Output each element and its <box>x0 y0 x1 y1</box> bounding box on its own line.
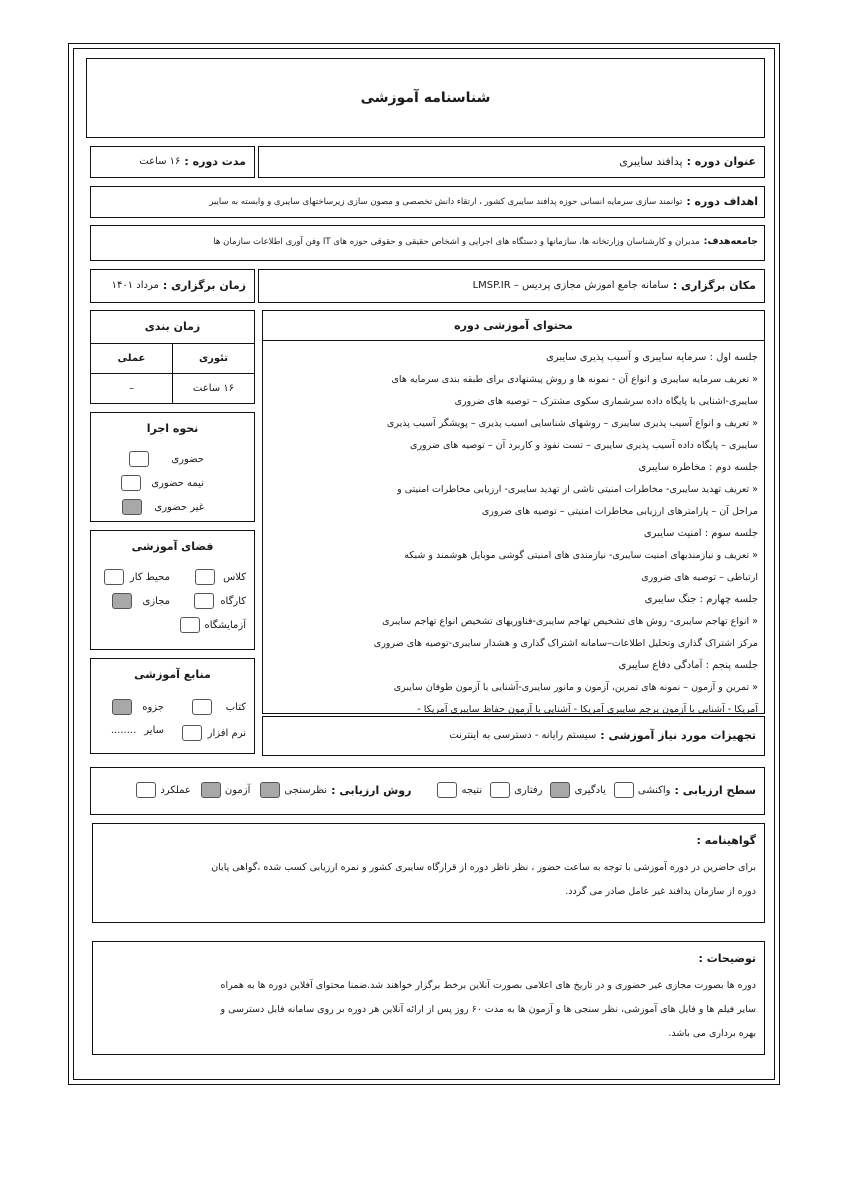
space-title: فضای آموزشی <box>131 540 214 553</box>
resource-option-label: کتاب <box>225 701 246 713</box>
course-title-box <box>258 146 765 178</box>
evaluation-method-label: روش ارزیابی : <box>331 783 412 797</box>
checkbox-icon[interactable] <box>136 782 156 798</box>
goals-box <box>90 186 765 218</box>
content-line: مراحل آن – پارامترهای ارزیابی مخاطرات امنیتی – توصیه های ضروری <box>481 506 758 517</box>
content-line: جلسه پنجم : آمادگی دفاع سایبری <box>618 660 758 671</box>
space-box <box>90 530 255 650</box>
notes-text <box>220 974 756 1046</box>
eval-level-option-label: یادگیری <box>574 784 606 796</box>
checkbox-icon[interactable] <box>129 451 149 467</box>
audience-label: جامعه‌هدف: <box>703 236 758 247</box>
resource-option-label: سایر <box>144 725 164 736</box>
checkbox-checked-icon[interactable] <box>260 782 280 798</box>
space-option-virtual[interactable] <box>112 593 170 609</box>
schedule-col-theory: تئوری <box>173 344 255 374</box>
checkbox-icon[interactable] <box>194 593 214 609</box>
content-line: « تعریف و انواع آسیب پذیری سایبری – روشهای شناسایی اسیب پذیری – پویشگر آسیب پذیری <box>386 418 758 429</box>
eval-level-option-label: نتیجه <box>461 784 483 796</box>
certificate-line: برای حاضرین در دوره آموزشی با توجه به ساعت حضور ، نظر ناظر دوره از قرارگاه سایبری کشور و نمره ارزیابی کسب شده ،گواهی پایان <box>211 862 756 873</box>
eval-level-option-label: واکنشی <box>637 784 671 796</box>
eval-level-option-label: رفتاری <box>514 784 543 796</box>
title-box <box>86 58 765 138</box>
resource-option-label: نرم افزار <box>207 727 246 739</box>
space-option-class[interactable] <box>195 569 246 585</box>
space-option-workplace[interactable] <box>104 569 170 585</box>
notes-line: بهره برداری می باشد. <box>668 1028 756 1039</box>
schedule-practice-value: – <box>91 374 173 404</box>
space-option-label: آزمایشگاه <box>204 619 246 631</box>
checkbox-icon[interactable] <box>437 782 457 798</box>
checkbox-icon[interactable] <box>490 782 510 798</box>
certificate-box <box>92 823 765 923</box>
audience-value: مدیران و کارشناسان وزارتخانه ها، سازمانها و دستگاه های اجرایی و اشخاص حقیقی و حقوقی حوزه های IT وفن آوری اطلاعات سازمان ها <box>213 236 700 247</box>
schedule-box <box>90 310 255 404</box>
method-title: نحوه اجرا <box>146 422 199 435</box>
checkbox-icon[interactable] <box>614 782 634 798</box>
content-line: سایبری – پایگاه داده آسیب پذیری سایبری – تست نفوذ و کاربرد آن – توصیه های ضروری <box>410 440 758 451</box>
content-line: « تعریف و نیازمندیهای امنیت سایبری- نیازمندی های امنیتی گوشی موبایل هوشمند و شبکه <box>404 550 758 561</box>
content-line: جلسه اول : سرمایه سایبری و آسیب پذیری سایبری <box>545 352 758 363</box>
venue-value: سامانه جامع اموزش مجازی پردیس – LMSP.IR <box>472 280 669 291</box>
checkbox-icon[interactable] <box>104 569 124 585</box>
resource-other-dots: ........ <box>110 725 137 736</box>
schedule-table <box>90 343 255 404</box>
evaluation-box <box>90 767 765 815</box>
checkbox-checked-icon[interactable] <box>112 593 132 609</box>
goals-value: توانمند سازی سرمایه انسانی حوزه پدافند سایبری کشور ، ارتقاء دانش تخصصی و مصون سازی زیرساختهای سایبری و وابسته به سایبر <box>209 196 683 207</box>
content-title: محتوای آموزشی دوره <box>454 319 573 332</box>
schedule-title: زمان بندی <box>144 320 201 333</box>
evaluation-row <box>136 782 756 798</box>
content-line: جلسه سوم : امنیت سایبری <box>643 528 758 539</box>
venue-box <box>258 269 765 303</box>
method-option-online[interactable] <box>122 499 204 515</box>
goals-label: اهداف دوره : <box>686 195 758 208</box>
time-value: مرداد ۱۴۰۱ <box>111 280 159 291</box>
method-option-label: نیمه حضوری <box>151 477 204 489</box>
checkbox-checked-icon[interactable] <box>550 782 570 798</box>
space-option-lab[interactable] <box>180 617 246 633</box>
content-line: « تمرین و آزمون – نمونه های تمرین، آزمون و مانور سایبری-آشنایی با آزمون طوفان سایبری <box>393 682 758 693</box>
equipment-box <box>262 716 765 756</box>
notes-title: توضیحات : <box>698 952 756 965</box>
method-box <box>90 412 255 522</box>
resource-option-book[interactable] <box>192 699 246 715</box>
method-option-label: حضوری <box>171 453 204 465</box>
resource-option-software[interactable] <box>182 725 246 741</box>
course-title-label: عنوان دوره : <box>686 155 756 168</box>
checkbox-icon[interactable] <box>180 617 200 633</box>
notes-line: سایر فیلم ها و فایل های آموزشی، نظر سنجی ها و آزمون ها به مدت ۶۰ روز پس از ارائه آنلاین هر دوره بر روی سامانه فابل دسترسی و <box>220 1004 756 1015</box>
equipment-value: سیستم رایانه - دسترسی به اینترنت <box>449 730 597 741</box>
space-option-workshop[interactable] <box>194 593 246 609</box>
checkbox-icon[interactable] <box>195 569 215 585</box>
content-box <box>262 310 765 714</box>
eval-method-option-label: عملکرد <box>160 784 191 796</box>
resources-title: منابع آموزشی <box>134 668 211 681</box>
content-line: « انواع تهاجم سایبری- روش های تشخیص تهاجم سایبری-فناوریهای تشخیص انواع تهاجم سایبری <box>382 616 758 627</box>
evaluation-level-label: سطح ارزیابی : <box>674 783 756 797</box>
method-option-semi[interactable] <box>121 475 204 491</box>
content-line: « تعریف سرمایه سایبری و انواع آن - نمونه ها و روش پیشنهادی برای طبقه بندی سرمایه های <box>391 374 758 385</box>
resource-option-label: جزوه <box>142 701 164 713</box>
space-option-label: کلاس <box>223 571 246 583</box>
time-label: زمان برگزاری : <box>162 279 246 292</box>
duration-value: ۱۶ ساعت <box>139 156 181 167</box>
checkbox-checked-icon[interactable] <box>122 499 142 515</box>
duration-box <box>90 146 255 178</box>
content-header <box>263 311 764 341</box>
equipment-label: تجهیزات مورد نیاز آموزشی : <box>600 729 756 742</box>
content-line: سایبری-اشنایی با پایگاه داده سرشماری سکوی مشترک – توصیه های ضروری <box>454 396 758 407</box>
content-line: جلسه چهارم : جنگ سایبری <box>644 594 758 605</box>
certificate-text <box>211 856 756 904</box>
content-line: جلسه دوم : مخاطره سایبری <box>638 462 758 473</box>
resource-option-other[interactable] <box>111 725 164 736</box>
checkbox-icon[interactable] <box>182 725 202 741</box>
method-option-in-person[interactable] <box>129 451 204 467</box>
method-option-label: غیر حضوری <box>154 501 204 513</box>
notes-box <box>92 941 765 1055</box>
duration-label: مدت دوره : <box>184 155 246 168</box>
content-line: مرکز اشتراک گذاری وتحلیل اطلاعات–سامانه اشتراک گذاری و هشدار سایبری-توصیه های ضروری <box>373 638 758 649</box>
eval-method-option-label: آزمون <box>224 784 251 796</box>
space-option-label: کارگاه <box>220 595 246 607</box>
eval-method-option-label: نظرسنجی <box>284 784 328 796</box>
venue-label: مکان برگزاری : <box>672 279 756 292</box>
checkbox-checked-icon[interactable] <box>112 699 132 715</box>
time-box <box>90 269 255 303</box>
checkbox-icon[interactable] <box>121 475 141 491</box>
resources-box <box>90 658 255 754</box>
course-title-value: پدافند سایبری <box>619 155 683 168</box>
content-line: آمریکا - آشنایی با آزمون پرچم سایبری آمریکا - آشنایی با آزمون حفاظ سایبری آمریکا - <box>417 704 758 715</box>
page-title: شناسنامه آموزشی <box>360 90 491 106</box>
schedule-col-practice: عملی <box>91 344 173 374</box>
resource-option-booklet[interactable] <box>112 699 164 715</box>
content-line: ارتباطی – توصیه های ضروری <box>641 572 758 583</box>
checkbox-checked-icon[interactable] <box>201 782 221 798</box>
certificate-title: گواهینامه : <box>696 834 756 847</box>
content-line: « تعریف تهدید سایبری- مخاطرات امنیتی ناشی از تهدید سایبری- ارزیابی مخاطرات امنیتی و <box>397 484 758 495</box>
checkbox-icon[interactable] <box>192 699 212 715</box>
schedule-theory-value: ۱۶ ساعت <box>173 374 255 404</box>
space-option-label: مجازی <box>142 595 170 607</box>
audience-box <box>90 225 765 261</box>
notes-line: دوره ها بصورت مجازی غیر حضوری و در تاریخ های اعلامی بصورت آنلاین برخط برگزار خواهند شد.ضمنا محتوای آفلاین دوره ها به همراه <box>220 980 756 991</box>
space-option-label: محیط کار <box>129 571 170 583</box>
content-lines <box>267 347 758 721</box>
certificate-line: دوره از سازمان پدافند غیر عامل صادر می گردد. <box>565 886 756 897</box>
